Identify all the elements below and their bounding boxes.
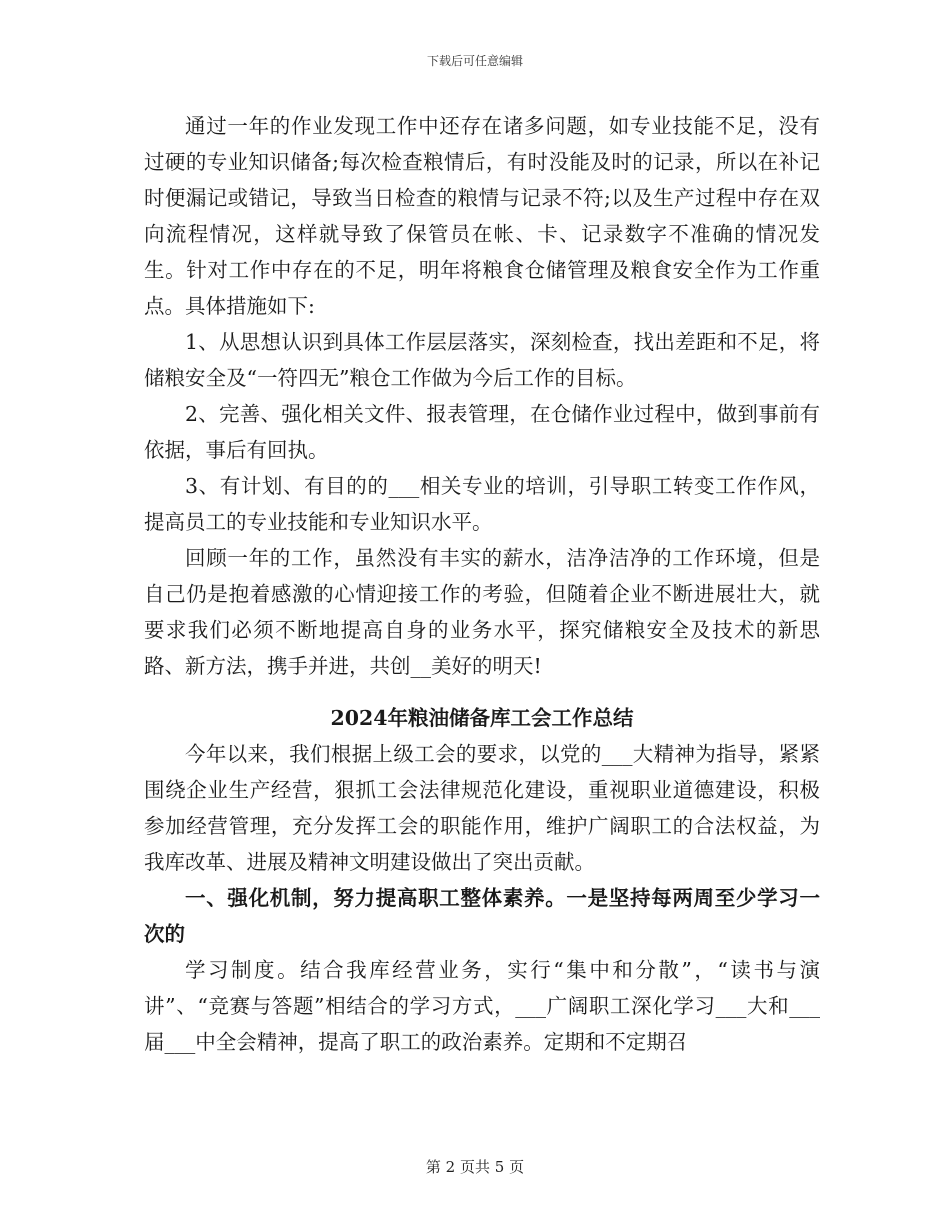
section-heading-1: 一、强化机制，努力提高职工整体素养。一是坚持每两周至少学习一次的	[144, 886, 820, 946]
paragraph-study-system: 学习制度。结合我库经营业务，实行“集中和分散”，“读书与演讲”、“竞赛与答题”相结合的学习方式，___广阔职工深化学习___大和___届___中全会精神，提高了职工的政治素养。定期和不定期召	[144, 958, 820, 1054]
list-item-measure-3: 3、有计划、有目的的___相关专业的培训，引导职工转变工作作风，提高员工的专业技能和专业知识水平。	[144, 474, 820, 534]
list-item-measure-1: 1、从思想认识到具体工作层层落实，深刻检查，找出差距和不足，将储粮安全及“一符四无”粮仓工作做为今后工作的目标。	[144, 330, 820, 390]
paragraph-intro: 今年以来，我们根据上级工会的要求，以党的___大精神为指导，紧紧围绕企业生产经营，狠抓工会法律规范化建设，重视职业道德建设，积极参加经营管理，充分发挥工会的职能作用，维护广阔职工的合法权益，为我库改革、进展及精神文明建设做出了突出贡献。	[144, 742, 820, 874]
section-title: 2024年粮油储备库工会工作总结	[330, 706, 634, 730]
page-footer: 第 2 页共 5 页	[425, 1158, 525, 1176]
list-item-measure-2: 2、完善、强化相关文件、报表管理，在仓储作业过程中，做到事前有依据，事后有回执。	[144, 402, 820, 462]
paragraph-problems: 通过一年的作业发现工作中还存在诸多问题，如专业技能不足，没有过硬的专业知识储备;每次检查粮情后，有时没能及时的记录，所以在补记时便漏记或错记，导致当日检查的粮情与记录不符;以及生产过程中存在双向流程情况，这样就导致了保管员在帐、卡、记录数字不准确的情况发生。针对工作中存在的不足，明年将粮食仓储管理及粮食安全作为工作重点。具体措施如下:	[144, 114, 820, 318]
document-body	[144, 108, 820, 1060]
page-header: 下载后可任意编辑	[426, 54, 523, 68]
paragraph-review: 回顾一年的工作，虽然没有丰实的薪水，洁净洁净的工作环境，但是自己仍是抱着感激的心情迎接工作的考验，但随着企业不断进展壮大，就要求我们必须不断地提高自身的业务水平，探究储粮安全及技术的新思路、新方法，携手并进，共创__美好的明天!	[144, 546, 820, 678]
